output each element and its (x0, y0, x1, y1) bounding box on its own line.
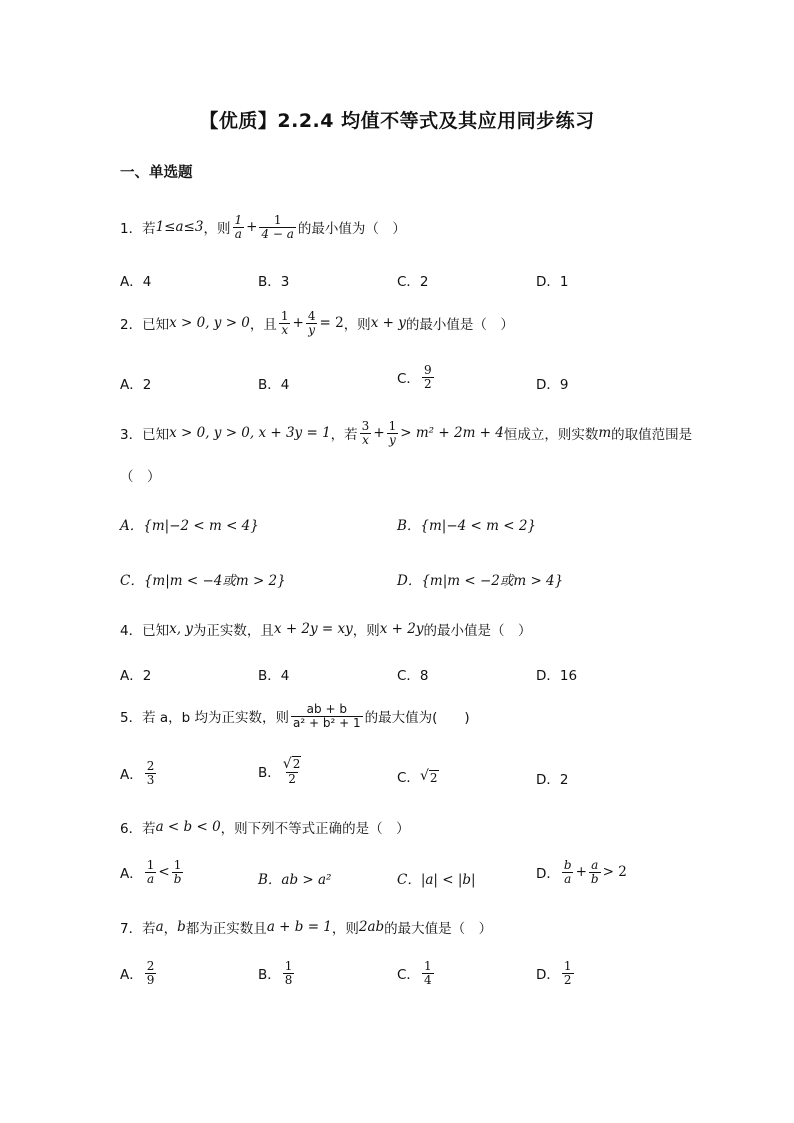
q3-option-b[interactable]: B．{m|−4 < m < 2} (397, 518, 537, 534)
q1-option-c[interactable]: C．2 (397, 274, 429, 290)
fraction: $\frac{1}{x}$ (280, 309, 289, 337)
question-6: 6．若 a < b < 0 ，则下列不等式正确的是（ ） (120, 819, 410, 837)
q1-option-d[interactable]: D．1 (536, 274, 569, 290)
q3-option-d[interactable]: D．{m|m < −2或m > 4} (397, 573, 564, 589)
q3-option-a[interactable]: A．{m|−2 < m < 4} (120, 518, 259, 534)
q6-option-b[interactable]: B．ab > a² (258, 872, 332, 888)
q2-option-c[interactable]: C． $\frac{9}{2}$ (397, 363, 432, 391)
q4-option-d[interactable]: D．16 (536, 668, 578, 684)
fraction: $\frac{1}{a}$ (234, 213, 243, 241)
section-heading: 一、单选题 (120, 165, 193, 181)
question-2: 2．已知 x > 0, y > 0 ，且 $\frac{1}{x}$ + $\frac{4}{y}$ = 2 ，则 x + y 的最小值是（ ） (120, 309, 514, 337)
question-3-continued: （ ） (120, 469, 161, 485)
q6-option-a[interactable]: A． $\frac{1}{a}$ < $\frac{1}{b}$ (120, 858, 182, 886)
q4-option-c[interactable]: C．8 (397, 668, 429, 684)
q2-option-a[interactable]: A．2 (120, 377, 152, 393)
fraction: $\frac{ab + b}{\text{a² + b² + 1}}$ (293, 702, 361, 730)
q2-option-b[interactable]: B．4 (258, 377, 290, 393)
question-7: 7．若 a ， b 都为正实数且 a + b = 1 ，则 2ab 的最大值是（ ） (120, 919, 493, 937)
fraction: $\frac{3}{x}$ (361, 419, 370, 447)
page-title: 【优质】2.2.4 均值不等式及其应用同步练习 (199, 110, 595, 132)
fraction: $\frac{1}{y}$ (388, 419, 397, 447)
q7-option-d[interactable]: D． $\frac{1}{2}$ (536, 959, 572, 987)
q3-option-c[interactable]: C．{m|m < −4或m > 2} (120, 573, 286, 589)
q2-option-d[interactable]: D．9 (536, 377, 569, 393)
q5-option-a[interactable]: A． $\frac{2}{3}$ (120, 759, 155, 787)
question-3: 3．已知 x > 0, y > 0, x + 3y = 1 ，若 $\frac{3}{x}$ + $\frac{1}{y}$ > m² + 2m + 4 恒成立，则实数 m 的取值范围是 (120, 419, 693, 447)
question-4: 4．已知 x, y 为正实数，且 x + 2y = xy ，则 x + 2y 的最小值是（ ） (120, 621, 532, 639)
q4-option-b[interactable]: B．4 (258, 668, 290, 684)
fraction: $\frac{1}{4 - a}$ (261, 213, 294, 241)
q6-option-c[interactable]: C．|a| < |b| (397, 872, 476, 888)
q5-option-d[interactable]: D．2 (536, 772, 569, 788)
q1-option-a[interactable]: A．4 (120, 274, 152, 290)
q7-option-a[interactable]: A． $\frac{2}{9}$ (120, 959, 155, 987)
fraction: $\frac{4}{y}$ (307, 309, 316, 337)
question-5: 5．若 a，b 均为正实数，则 $\frac{ab + b}{\text{a² + b² + 1}}$ 的最大值为( ) (120, 702, 470, 730)
q6-option-d[interactable]: D． $\frac{b}{a}$ + $\frac{a}{b}$ > 2 (536, 858, 627, 886)
q5-option-c[interactable]: C． √ 2 (397, 767, 438, 786)
q5-option-b[interactable]: B． $\frac{√2}{2}$ (258, 756, 301, 786)
question-1: 1．若 1≤a≤3 ，则 $\frac{1}{a}$ + $\frac{1}{4 - a}$ 的最小值为（ ） (120, 213, 406, 241)
q1-option-b[interactable]: B．3 (258, 274, 290, 290)
q7-option-b[interactable]: B． $\frac{1}{8}$ (258, 959, 293, 987)
q4-option-a[interactable]: A．2 (120, 668, 152, 684)
q7-option-c[interactable]: C． $\frac{1}{4}$ (397, 959, 432, 987)
